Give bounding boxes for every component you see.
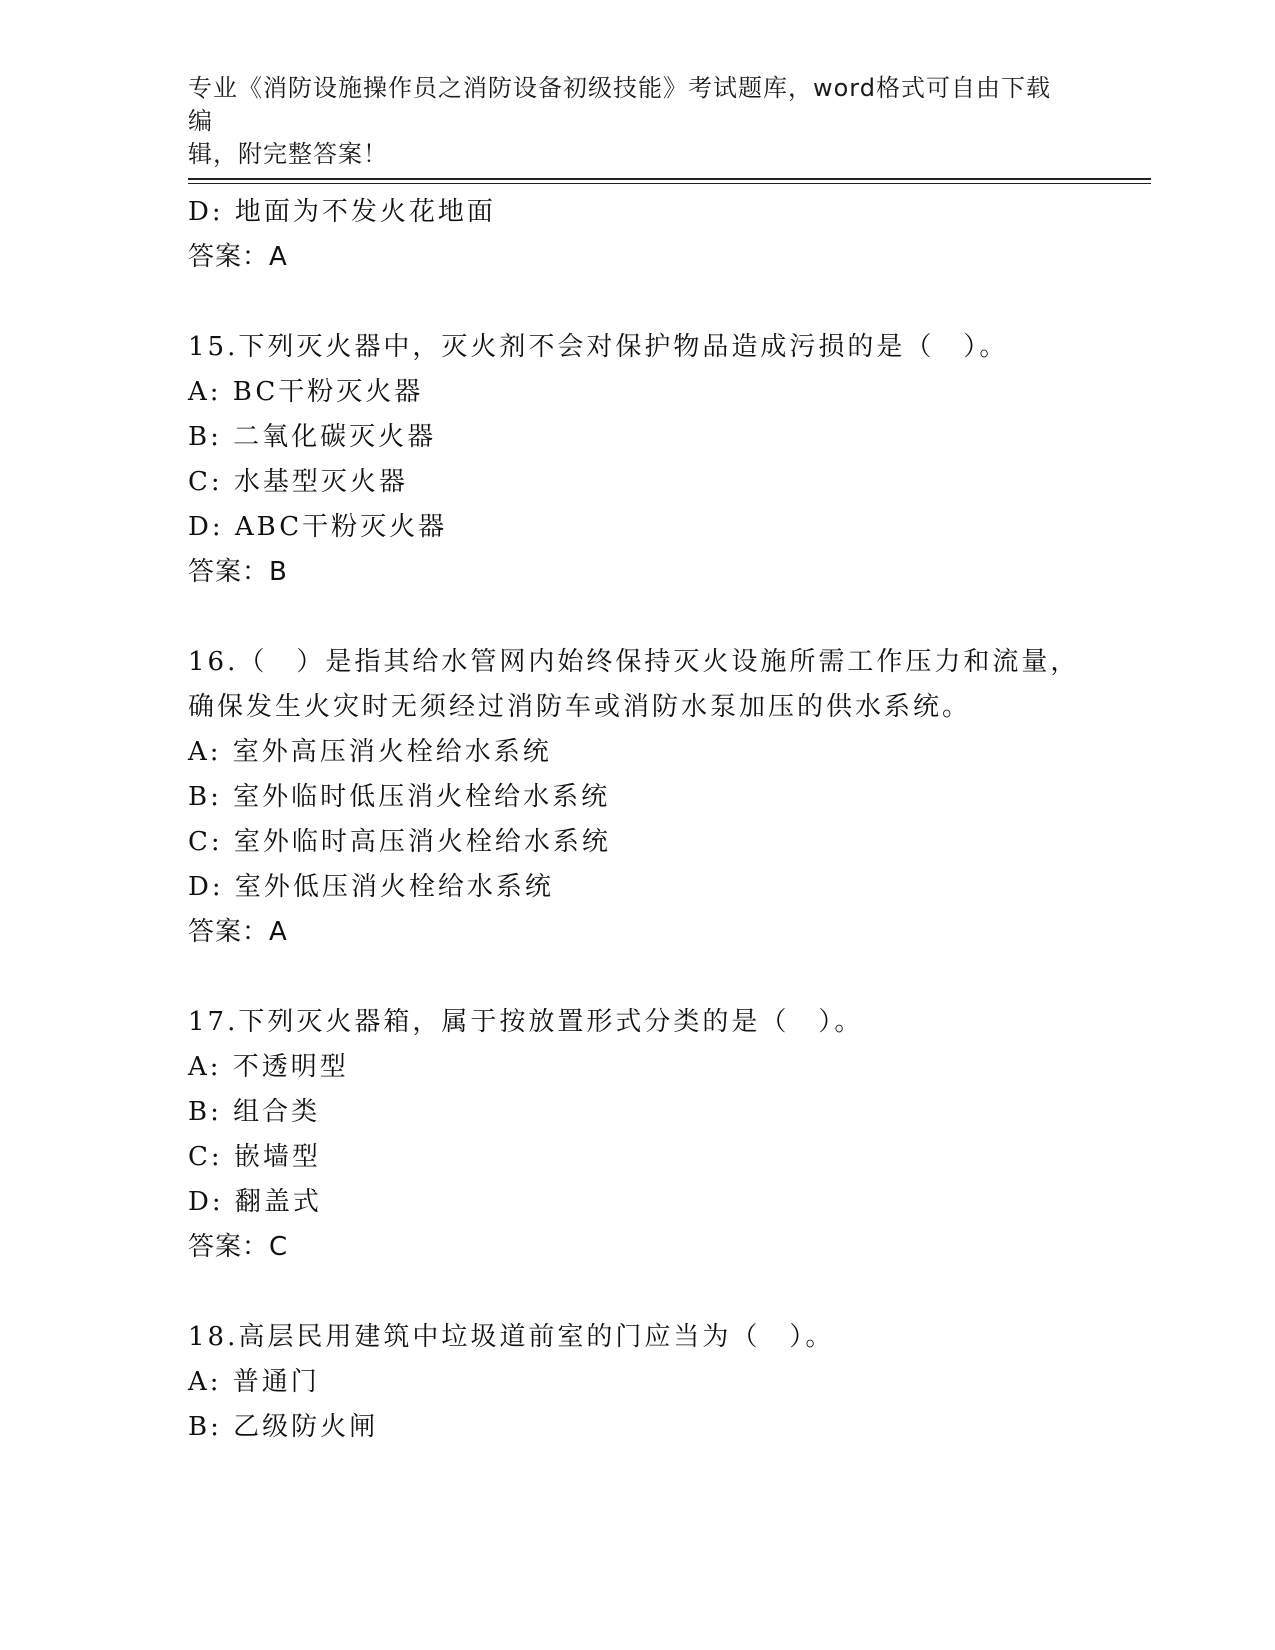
option-b: B: 乙级防火闸 xyxy=(188,1412,379,1442)
answer: 答案：B xyxy=(188,557,288,587)
option-d-carryover: D: 地面为不发火花地面 xyxy=(188,197,496,227)
question-stem-line-2: 确保发生火灾时无须经过消防车或消防水泵加压的供水系统。 xyxy=(188,692,972,722)
option-d: D: 翻盖式 xyxy=(188,1187,322,1217)
option-b: B: 组合类 xyxy=(188,1097,321,1127)
question-16 xyxy=(188,640,1148,955)
question-stem: 17.下列灭火器箱，属于按放置形式分类的是（ ）。 xyxy=(188,1007,864,1037)
option-b: B: 二氧化碳灭火器 xyxy=(188,422,437,452)
question-18 xyxy=(188,1315,1148,1450)
option-c: C: 水基型灭火器 xyxy=(188,467,408,497)
option-d: D: ABC干粉灭火器 xyxy=(188,512,448,542)
question-stem: 18.高层民用建筑中垃圾道前室的门应当为（ ）。 xyxy=(188,1322,835,1352)
option-a: A: 不透明型 xyxy=(188,1052,349,1082)
answer-carryover: 答案：A xyxy=(188,242,288,272)
option-b: B: 室外临时低压消火栓给水系统 xyxy=(188,782,611,812)
option-a: A: 室外高压消火栓给水系统 xyxy=(188,737,552,767)
header-line-1: 专业《消防设施操作员之消防设备初级技能》考试题库，word格式可自由下载编 xyxy=(188,74,1051,135)
header-divider xyxy=(188,178,1151,184)
option-a: A: 普通门 xyxy=(188,1367,320,1397)
question-15 xyxy=(188,325,1148,595)
question-content xyxy=(188,190,1148,1450)
question-17 xyxy=(188,1000,1148,1270)
option-d: D: 室外低压消火栓给水系统 xyxy=(188,872,554,902)
header-line-2: 辑，附完整答案！ xyxy=(188,140,388,168)
page-header xyxy=(188,72,1068,171)
option-c: C: 嵌墙型 xyxy=(188,1142,321,1172)
option-c: C: 室外临时高压消火栓给水系统 xyxy=(188,827,611,857)
answer: 答案：C xyxy=(188,1232,289,1262)
option-a: A: BC干粉灭火器 xyxy=(188,377,424,407)
question-stem-line-1: 16.（ ）是指其给水管网内始终保持灭火设施所需工作压力和流量， xyxy=(188,647,1080,677)
answer: 答案：A xyxy=(188,917,288,947)
question-stem: 15.下列灭火器中，灭火剂不会对保护物品造成污损的是（ ）。 xyxy=(188,332,1009,362)
